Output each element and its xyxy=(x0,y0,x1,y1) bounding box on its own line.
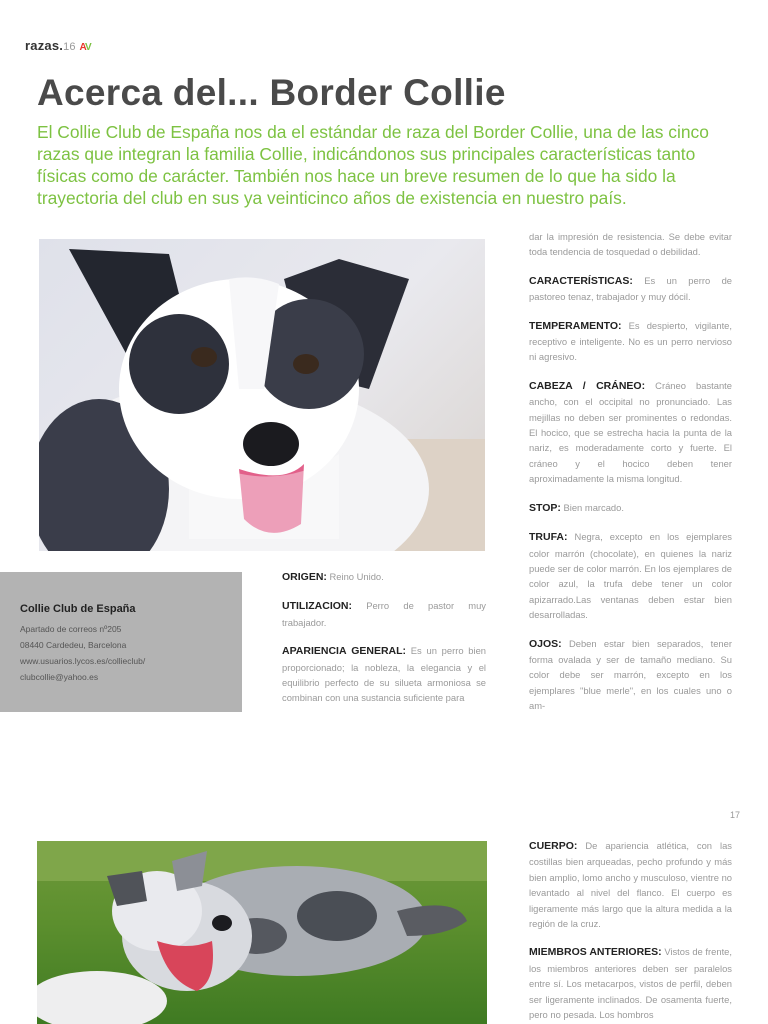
article-column-b xyxy=(529,229,732,727)
article-paragraph: OJOS: Deben estar bien separados, tener forma ovalada y ser de tamaño mediano. Su color debe ser marrón, excepto en los ejemplares "blue merle", en los cuales uno o am- xyxy=(529,637,732,712)
club-email-link[interactable]: clubcollie@yahoo.es xyxy=(20,672,99,682)
page-number-left: 16 xyxy=(63,41,76,53)
magazine-logo: AV xyxy=(79,42,91,53)
article-column-c xyxy=(529,838,732,1024)
article-paragraph: CABEZA / CRÁNEO: Cráneo bastante ancho, con el occipital no pronunciado. Las mejillas no deben ser prominentes o redondas. El hocico, que se estrecha hacia la punta de la nariz, es moderadamente corto y fuerte. El cráneo y el hocico deben tener aproximadamente la misma longitud. xyxy=(529,379,732,485)
club-website-link[interactable]: www.usuarios.lycos.es/collieclub/ xyxy=(20,656,146,666)
club-name: Collie Club de España xyxy=(20,603,136,615)
border-collie-portrait-photo xyxy=(39,239,485,551)
club-contact-box xyxy=(0,572,242,712)
page-header xyxy=(25,38,91,53)
article-paragraph: STOP: Bien marcado. xyxy=(529,501,624,514)
club-address-line: Apartado de correos nº205 xyxy=(20,624,122,634)
article-paragraph: CARACTERÍSTICAS: Es un perro de pastoreo tenaz, trabajador y muy dócil. xyxy=(529,274,732,303)
article-paragraph: CUERPO: De apariencia atlética, con las costillas bien arqueadas, pecho profundo y más bien amplio, lomo ancho y musculoso, vientre no levantado al nivel del flanco. El cuerpo es ligeramente más largo que la altura medida a la región de la cruz. xyxy=(529,840,732,930)
page-number-right: 17 xyxy=(730,810,741,820)
border-collie-on-grass-photo xyxy=(37,841,487,1024)
article-paragraph: TRUFA: Negra, excepto en los ejemplares color marrón (chocolate), en quienes la nariz puede ser de color marrón. En los ejemplares de color azul, la trufa debe tener un color apizarrado.Las ventanas deben estar bien desarrolladas. xyxy=(529,531,732,621)
intro-paragraph: El Collie Club de España nos da el estándar de raza del Border Collie, una de las cinco razas que integran la familia Collie, indicándonos sus principales características tanto físicas como de carácter. También nos hace un breve resumen de lo que ha sido la trayectoria del club en sus ya veinticinco años de existencia en nuestro país. xyxy=(37,122,709,208)
article-paragraph: APARIENCIA GENERAL: Es un perro bien proporcionado; la nobleza, la elegancia y el equilibrio perfecto de su silueta armoniosa se combinan con una sustancia suficiente para xyxy=(282,645,486,704)
club-city-line: 08440 Cardedeu, Barcelona xyxy=(20,640,127,650)
page-title: Acerca del... Border Collie xyxy=(37,72,506,113)
article-paragraph: ORIGEN: Reino Unido. xyxy=(282,571,384,583)
article-column-a xyxy=(282,569,486,719)
article-paragraph: TEMPERAMENTO: Es despierto, vigilante, receptivo e inteligente. No es un perro nervioso ni agresivo. xyxy=(529,319,732,363)
article-paragraph: MIEMBROS ANTERIORES: Vistos de frente, los miembros anteriores deben ser paralelos entre sí. Los metacarpos, vistos de perfil, deben ser ligeramente inclinados. De osamenta fuerte, pero no pesada. Los hombros xyxy=(529,946,732,1021)
article-paragraph: dar la impresión de resistencia. Se debe evitar toda tendencia de tosquedad o debilidad. xyxy=(529,231,732,258)
article-paragraph: UTILIZACION: Perro de pastor muy trabajador. xyxy=(282,600,486,628)
section-label: razas. xyxy=(25,38,64,53)
